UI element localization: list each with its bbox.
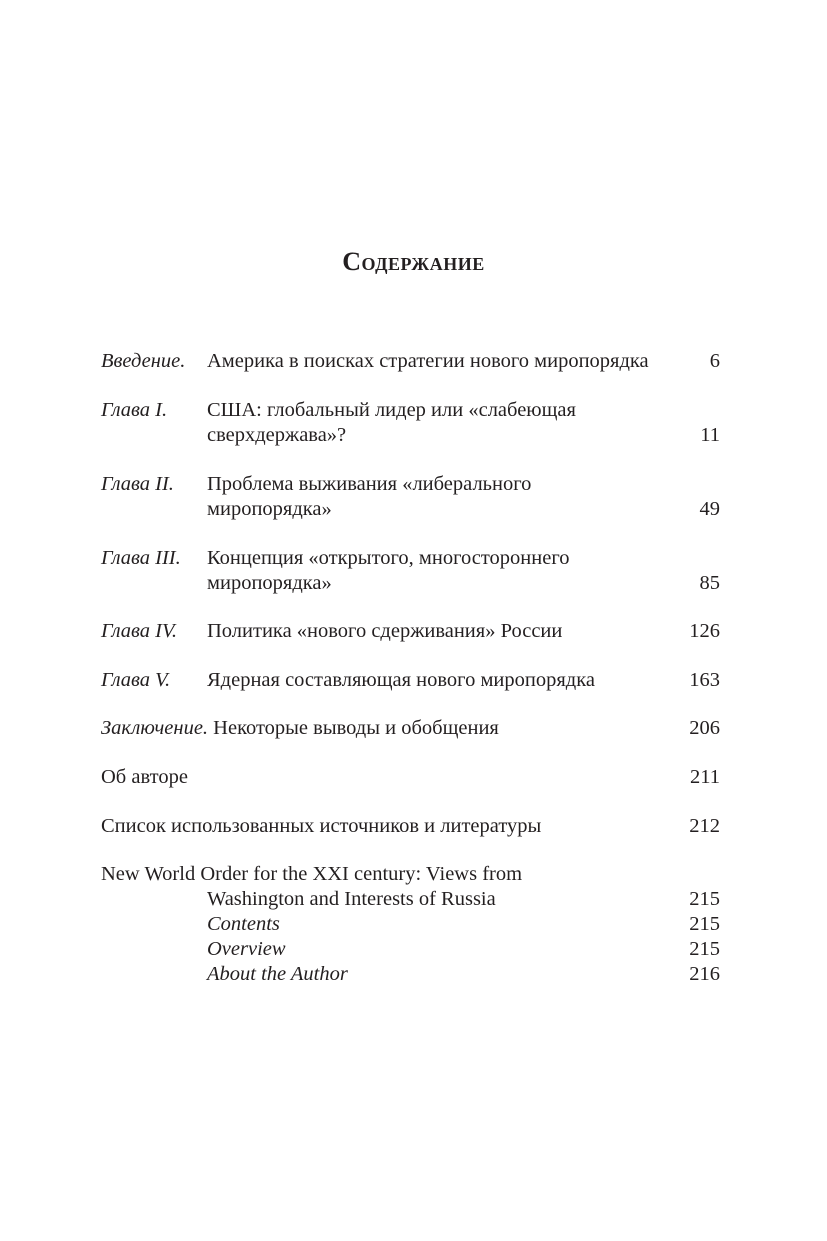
toc-page-chapter-1: 11 [700, 424, 720, 446]
page-title: Содержание [342, 247, 485, 276]
toc-title-conclusion: Некоторые выводы и обобщения [213, 717, 499, 739]
toc-page-english-summary: 215 [689, 888, 720, 910]
toc-page-chapter-2: 49 [699, 498, 720, 520]
toc-title-bibliography: Список использованных источников и литературы [101, 815, 542, 837]
toc-title-about-author: Об авторе [101, 766, 188, 788]
toc-page-bibliography: 212 [689, 815, 720, 837]
toc-label-chapter-5: Глава V. [101, 669, 171, 691]
toc-title-english-summary-line2: Washington and Interests of Russia [207, 888, 496, 910]
toc-page-introduction: 6 [709, 350, 720, 372]
toc-page-about-author: 211 [690, 766, 720, 788]
toc-subentry-contents: Contents [207, 913, 280, 935]
toc-label-chapter-4: Глава IV. [101, 620, 177, 642]
toc-title-chapter-1-line1: США: глобальный лидер или «слабеющая [207, 399, 576, 421]
toc-title-chapter-3-line2: миропорядка» [207, 572, 332, 594]
toc-page-chapter-4: 126 [689, 620, 720, 642]
toc-page-chapter-3: 85 [699, 572, 720, 594]
toc-title-introduction: Америка в поисках стратегии нового миропорядка [207, 350, 649, 372]
toc-label-chapter-1: Глава I. [101, 399, 168, 421]
toc-entry-conclusion [101, 716, 499, 741]
toc-label-conclusion: Заключение. [101, 717, 209, 739]
toc-title-chapter-5: Ядерная составляющая нового миропорядка [207, 669, 595, 691]
toc-title-chapter-2-line2: миропорядка» [207, 498, 332, 520]
toc-title-chapter-4: Политика «нового сдерживания» России [207, 620, 563, 642]
toc-subentry-page-about-author: 216 [689, 963, 720, 985]
toc-subentry-about-author: About the Author [207, 963, 348, 985]
toc-title-chapter-1-line2: сверхдержава»? [207, 424, 347, 446]
toc-label-chapter-3: Глава III. [101, 547, 181, 569]
toc-page-chapter-5: 163 [689, 669, 720, 691]
toc-page-conclusion: 206 [689, 717, 720, 739]
toc-title-chapter-3-line1: Концепция «открытого, многостороннего [207, 547, 570, 569]
toc-label-introduction: Введение. [101, 350, 186, 372]
toc-subentry-overview: Overview [207, 938, 286, 960]
toc-label-chapter-2: Глава II. [101, 473, 174, 495]
toc-title-chapter-2-line1: Проблема выживания «либерального [207, 473, 532, 495]
toc-subentry-page-contents: 215 [689, 913, 720, 935]
toc-title-english-summary-line1: New World Order for the XXI century: Views from [101, 863, 523, 885]
toc-subentry-page-overview: 215 [689, 938, 720, 960]
